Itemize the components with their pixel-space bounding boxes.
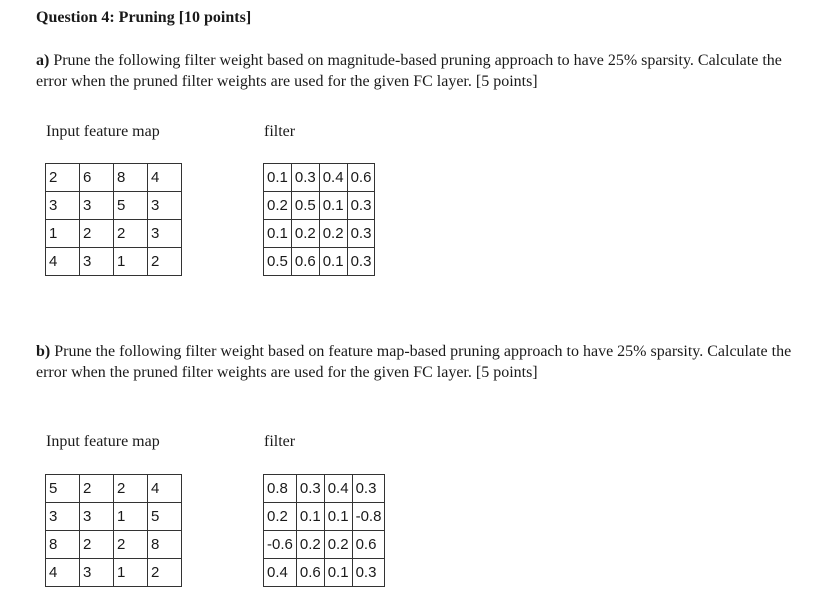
table-cell: 0.2	[264, 192, 292, 220]
table-cell: 0.2	[296, 531, 324, 559]
table-row	[46, 164, 182, 192]
table-cell: 0.1	[296, 503, 324, 531]
table-row	[264, 559, 385, 587]
table-row	[264, 192, 375, 220]
table-cell: 2	[46, 164, 80, 192]
table-cell: 1	[46, 220, 80, 248]
part-a-label: a)	[36, 52, 50, 69]
table-row	[46, 192, 182, 220]
table-cell: 3	[46, 192, 80, 220]
table-cell: 2	[114, 220, 148, 248]
table-cell: 0.2	[319, 220, 347, 248]
table-row	[264, 475, 385, 503]
table-row	[46, 531, 182, 559]
table-cell: 0.6	[296, 559, 324, 587]
table-cell: 0.3	[352, 475, 385, 503]
part-a-input-map-table	[45, 163, 182, 276]
table-row	[46, 475, 182, 503]
table-cell: 2	[148, 559, 182, 587]
table-cell: 0.1	[324, 559, 352, 587]
table-cell: 1	[114, 503, 148, 531]
table-cell: 0.5	[291, 192, 319, 220]
table-cell: 0.2	[324, 531, 352, 559]
table-cell: 4	[46, 248, 80, 276]
table-cell: 2	[114, 531, 148, 559]
table-row	[46, 248, 182, 276]
table-row	[46, 503, 182, 531]
table-cell: 3	[80, 248, 114, 276]
table-cell: 2	[114, 475, 148, 503]
table-cell: 0.3	[352, 559, 385, 587]
part-b-prompt	[36, 341, 806, 383]
table-cell: 0.5	[264, 248, 292, 276]
table-cell: 0.1	[324, 503, 352, 531]
table-cell: 2	[80, 531, 114, 559]
table-row	[264, 531, 385, 559]
table-cell: -0.8	[352, 503, 385, 531]
table-cell: 8	[46, 531, 80, 559]
table-cell: 3	[46, 503, 80, 531]
table-cell: 8	[114, 164, 148, 192]
table-cell: 3	[80, 503, 114, 531]
table-row	[46, 220, 182, 248]
table-cell: 2	[80, 220, 114, 248]
table-cell: 0.3	[347, 192, 375, 220]
table-cell: 0.3	[347, 248, 375, 276]
table-cell: 0.6	[352, 531, 385, 559]
table-cell: 3	[80, 559, 114, 587]
part-b-input-map-table	[45, 474, 182, 587]
table-cell: 0.1	[319, 248, 347, 276]
table-cell: 3	[148, 220, 182, 248]
part-a-filter-label: filter	[264, 123, 296, 140]
table-row	[46, 559, 182, 587]
table-cell: 4	[148, 164, 182, 192]
part-a-text: Prune the following filter weight based on magnitude-based pruning approach to have 25% sparsity. Calculate the error when the pruned filter weights are used for the given FC layer. [5 points]	[36, 52, 782, 90]
table-cell: 0.4	[264, 559, 297, 587]
table-cell: 4	[46, 559, 80, 587]
part-b-filter-table	[263, 474, 385, 587]
table-cell: 4	[148, 475, 182, 503]
part-a-prompt	[36, 50, 806, 92]
table-cell: 1	[114, 559, 148, 587]
table-cell: 0.1	[264, 164, 292, 192]
table-cell: 0.8	[264, 475, 297, 503]
table-row	[264, 220, 375, 248]
table-cell: 2	[80, 475, 114, 503]
table-cell: 6	[80, 164, 114, 192]
table-cell: 8	[148, 531, 182, 559]
part-a-input-label: Input feature map	[46, 123, 160, 140]
part-b-text: Prune the following filter weight based on feature map-based pruning approach to have 25% sparsity. Calculate the error when the pruned filter weights are used for the given FC layer. [5 points]	[36, 343, 792, 381]
table-cell: 3	[80, 192, 114, 220]
table-cell: 0.3	[296, 475, 324, 503]
table-row	[264, 248, 375, 276]
part-b-label: b)	[36, 343, 51, 360]
table-cell: 0.2	[264, 503, 297, 531]
table-row	[264, 164, 375, 192]
table-cell: 5	[46, 475, 80, 503]
table-cell: 0.3	[291, 164, 319, 192]
part-b-input-label: Input feature map	[46, 433, 160, 450]
table-cell: 5	[114, 192, 148, 220]
table-cell: 2	[148, 248, 182, 276]
table-cell: 0.2	[291, 220, 319, 248]
table-cell: 0.4	[319, 164, 347, 192]
table-cell: 3	[148, 192, 182, 220]
table-cell: 0.6	[291, 248, 319, 276]
table-row	[264, 503, 385, 531]
table-cell: 5	[148, 503, 182, 531]
table-cell: -0.6	[264, 531, 297, 559]
table-cell: 0.1	[264, 220, 292, 248]
question-title: Question 4: Pruning [10 points]	[36, 9, 252, 26]
table-cell: 0.4	[324, 475, 352, 503]
part-b-filter-label: filter	[264, 433, 296, 450]
part-a-filter-table	[263, 163, 375, 276]
table-cell: 1	[114, 248, 148, 276]
table-cell: 0.3	[347, 220, 375, 248]
table-cell: 0.1	[319, 192, 347, 220]
table-cell: 0.6	[347, 164, 375, 192]
